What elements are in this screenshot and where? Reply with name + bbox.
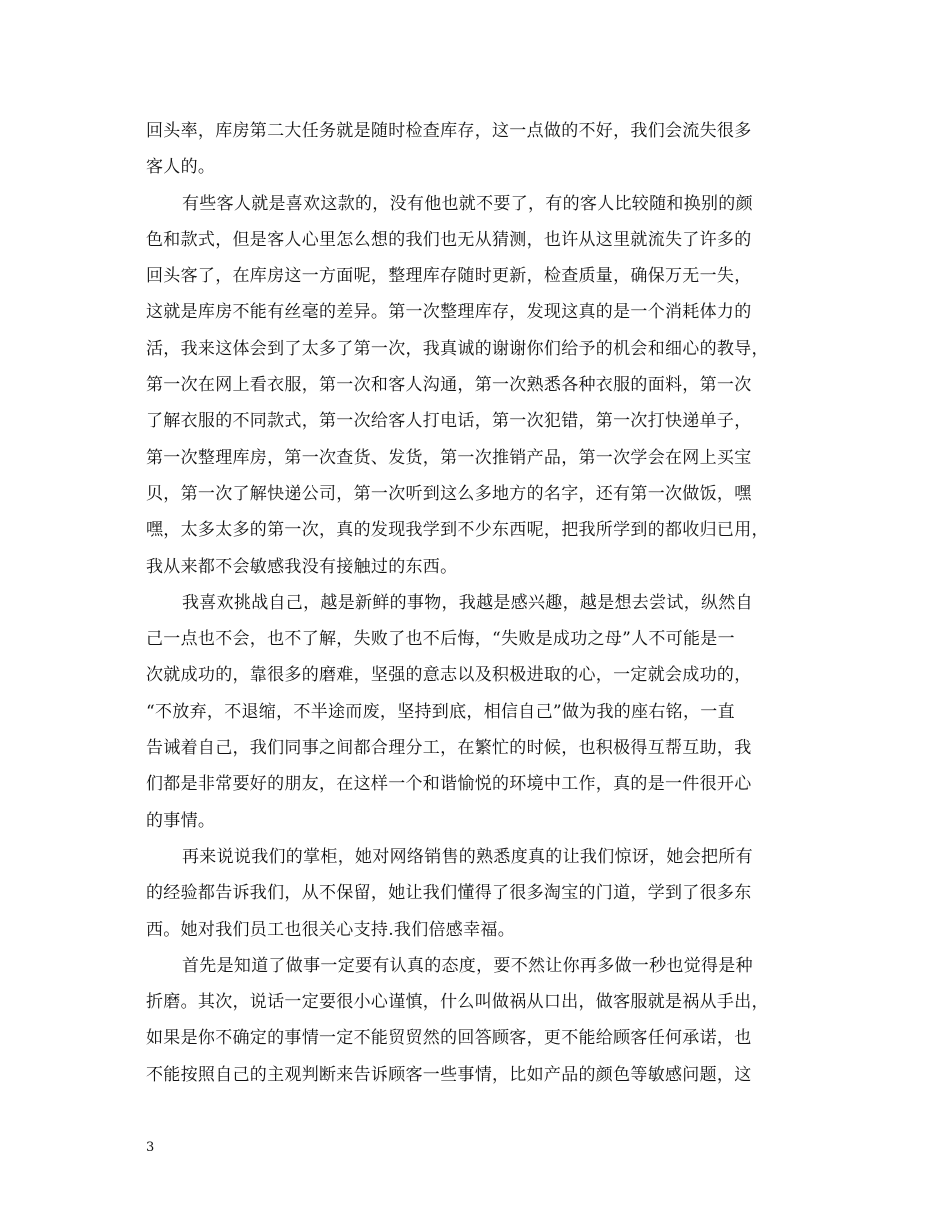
text-line: 我从来都不会敏感我没有接触过的东西。 (146, 556, 458, 577)
text-line: 们都是非常要好的朋友，在这样一个和谐愉悦的环境中工作，真的是一件很开心 (146, 774, 752, 795)
text-line: 西。她对我们员工也很关心支持.我们倍感幸福。 (146, 919, 516, 940)
text-line: 嘿，太多太多的第一次，真的发现我学到不少东西呢，把我所学到的都收归已用， (146, 520, 769, 541)
text-line: 第一次在网上看衣服，第一次和客人沟通，第一次熟悉各种衣服的面料，第一次 (146, 375, 752, 396)
text-line: 客人的。 (146, 157, 216, 178)
text-line: 活，我来这体会到了太多了第一次，我真诚的谢谢你们给予的机会和细心的教导， (146, 338, 769, 359)
text-line: 了解衣服的不同款式，第一次给客人打电话，第一次犯错，第一次打快递单子， (146, 411, 752, 432)
text-line: 的经验都告诉我们，从不保留，她让我们懂得了很多淘宝的门道，学到了很多东 (146, 883, 752, 904)
text-line: 如果是你不确定的事情一定不能贸贸然的回答顾客，更不能给顾客任何承诺，也 (146, 1028, 752, 1049)
page-number: 3 (146, 1140, 155, 1155)
body-text (146, 113, 806, 1093)
text-line: 回头客了，在库房这一方面呢，整理库存随时更新，检查质量，确保万无一失， (146, 266, 752, 287)
text-line: 不能按照自己的主观判断来告诉顾客一些事情，比如产品的颜色等敏感问题，这 (146, 1064, 752, 1085)
text-line: 首先是知道了做事一定要有认真的态度，要不然让你再多做一秒也觉得是种 (182, 955, 753, 976)
text-line: 的事情。 (146, 810, 216, 831)
text-line: 次就成功的，靠很多的磨难，坚强的意志以及积极进取的心，一定就会成功的， (146, 665, 752, 686)
text-line: 折磨。其次，说话一定要很小心谨慎，什么叫做祸从口出，做客服就是祸从手出， (146, 992, 769, 1013)
text-line: 己一点也不会，也不了解，失败了也不后悔，“失败是成功之母”人不可能是一 (146, 629, 735, 650)
text-line: “不放弃，不退缩，不半途而废，坚持到底，相信自己”做为我的座右铭，一直 (146, 701, 735, 722)
text-line: 我喜欢挑战自己，越是新鲜的事物，我越是感兴趣，越是想去尝试，纵然自 (182, 592, 753, 613)
text-line: 回头率，库房第二大任务就是随时检查库存，这一点做的不好，我们会流失很多 (146, 121, 752, 141)
text-line: 贝，第一次了解快递公司，第一次听到这么多地方的名字，还有第一次做饭，嘿 (146, 483, 752, 504)
text-line: 告诫着自己，我们同事之间都合理分工，在繁忙的时候，也积极得互帮互助，我 (146, 738, 752, 759)
text-line: 再来说说我们的掌柜，她对网络销售的熟悉度真的让我们惊讶，她会把所有 (182, 846, 753, 867)
text-line: 色和款式，但是客人心里怎么想的我们也无从猜测，也许从这里就流失了许多的 (146, 229, 752, 250)
text-line: 第一次整理库房，第一次查货、发货，第一次推销产品，第一次学会在网上买宝 (146, 447, 752, 468)
text-line: 这就是库房不能有丝毫的差异。第一次整理库存，发现这真的是一个消耗体力的 (146, 302, 752, 323)
text-line: 有些客人就是喜欢这款的，没有他也就不要了，有的客人比较随和换别的颜 (182, 193, 753, 214)
